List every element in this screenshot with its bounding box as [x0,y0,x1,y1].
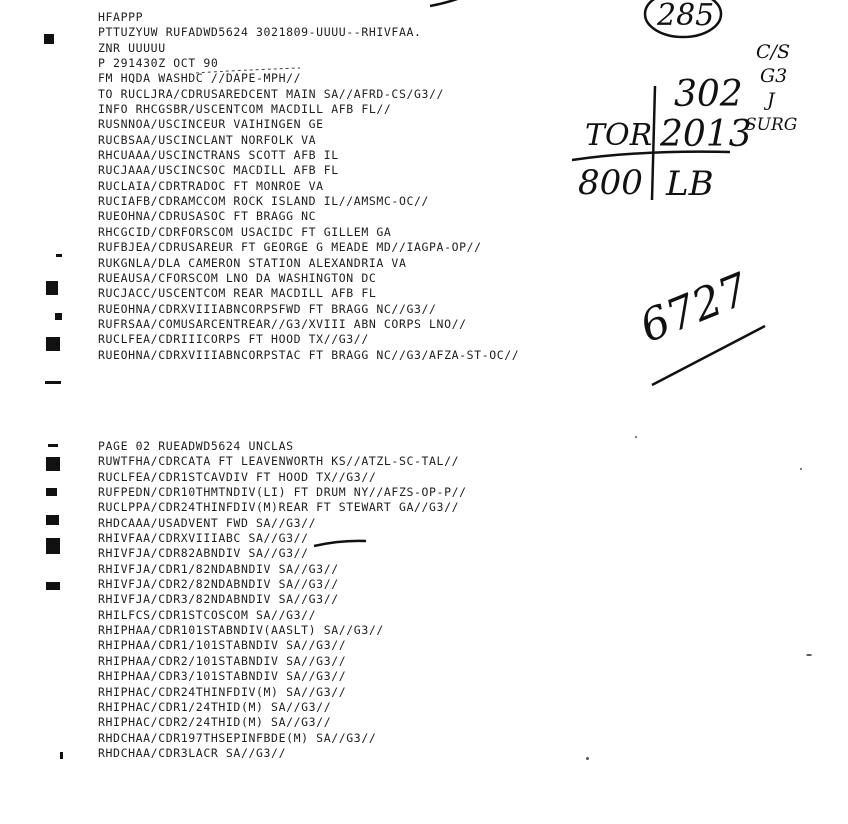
message-line: RHIVFJA/CDR3/82NDABNDIV SA//G3// [98,592,339,607]
message-line: RUEOHNA/CDRUSASOC FT BRAGG NC [98,209,317,224]
message-line: RHDCHAA/CDR3LACR SA//G3// [98,745,287,760]
message-line: RHIVFJA/CDR1/82NDABNDIV SA//G3// [98,561,339,576]
scan-speck [635,436,637,438]
message-line: P 291430Z OCT 90 [98,56,219,71]
margin-scan-mark [46,488,57,496]
top-stroke [430,0,470,6]
margin-scan-mark [60,752,63,759]
message-line: RHILFCS/CDR1STCOSCOM SA//G3// [98,607,317,622]
message-line: HFAPPP [98,10,144,24]
margin-scan-mark [45,381,61,384]
handwritten-distribution-1: C/S [756,41,790,63]
message-line: RUCLPPA/CDR24THINFDIV(M)REAR FT STEWART GA//G3// [98,500,460,515]
message-line: TO RUCLJRA/CDRUSAREDCENT MAIN SA//AFRD-CS/G3// [98,86,445,101]
margin-scan-mark [46,538,60,554]
message-line: ZNR UUUUU [98,40,166,55]
handwritten-route-top: 302 [674,74,743,115]
message-line: RHIPHAC/CDR24THINFDIV(M) SA//G3// [98,684,347,699]
message-line: RHDCHAA/CDR197THSEPINFBDE(M) SA//G3// [98,730,377,745]
margin-scan-mark [48,444,58,447]
message-line: RHIVFJA/CDR2/82NDABNDIV SA//G3// [98,577,339,592]
handwritten-office-top: TOR [585,118,653,153]
margin-scan-mark [44,34,54,44]
handwritten-large-number: 6727 [632,263,756,353]
message-line: RHIPHAA/CDR101STABNDIV(AASLT) SA//G3// [98,623,384,638]
message-line: RUSNNOA/USCINCEUR VAIHINGEN GE [98,117,324,132]
margin-scan-mark [46,337,60,351]
message-line: RUCLFEA/CDR1STCAVDIV FT HOOD TX//G3// [98,469,377,484]
message-line: RHIPHAA/CDR2/101STABNDIV SA//G3// [98,653,347,668]
message-line: RHIPHAC/CDR1/24THID(M) SA//G3// [98,699,332,714]
handwritten-route-bottom: 2013 [660,114,752,155]
message-line: RUKGNLA/DLA CAMERON STATION ALEXANDRIA VA [98,255,407,270]
margin-scan-mark [56,254,62,257]
margin-scan-mark [46,281,58,295]
message-line: RUEOHNA/CDRXVIIIABNCORPSFWD FT BRAGG NC//G3// [98,301,437,316]
route-vertical-line [652,86,655,200]
message-line: RUEAUSA/CFORSCOM LNO DA WASHINGTON DC [98,270,377,285]
handwritten-circled-number: 285 [657,0,715,33]
margin-scan-mark [46,582,60,590]
message-line: INFO RHCGSBR/USCENTCOM MACDILL AFB FL// [98,102,392,117]
handwritten-office-bottom: 800 [578,163,643,203]
message-line: RUCBSAA/USCINCLANT NORFOLK VA [98,132,317,147]
message-line: RHIPHAA/CDR3/101STABNDIV SA//G3// [98,669,347,684]
message-line: PTTUZYUW RUFADWD5624 3021809-UUUU--RHIVFAA. [98,25,422,40]
message-line: RUFPEDN/CDR10THMTNDIV(LI) FT DRUM NY//AFZS-OP-P// [98,485,467,500]
message-line: RHDCAAA/USADVENT FWD SA//G3// [98,515,317,530]
message-line: RHIVFJA/CDR82ABNDIV SA//G3// [98,546,309,561]
scan-speck [586,757,589,760]
message-line: RHIPHAA/CDR1/101STABNDIV SA//G3// [98,638,347,653]
handwritten-distribution-3: J [767,89,775,111]
message-line: RUCLAIA/CDRTRADOC FT MONROE VA [98,178,324,193]
message-line: RUCJAAA/USCINCSOC MACDILL AFB FL [98,163,339,178]
message-line: RUEOHNA/CDRXVIIIABNCORPSTAC FT BRAGG NC//G3/AFZA-ST-OC// [98,347,520,362]
message-line: FM HQDA WASHDC //DAPE-MPH// [98,71,302,86]
message-line: RUCLFEA/CDRIIICORPS FT HOOD TX//G3// [98,332,369,347]
message-line: RUFBJEA/CDRUSAREUR FT GEORGE G MEADE MD//IAGPA-OP// [98,240,482,255]
handwritten-distribution-2: G3 [760,65,788,87]
message-line: RUFRSAA/COMUSARCENTREAR//G3/XVIII ABN CORPS LNO// [98,316,467,331]
scan-speck [806,654,812,656]
message-line: RUCJACC/USCENTCOM REAR MACDILL AFB FL [98,286,377,301]
margin-scan-mark [55,313,62,320]
margin-scan-mark [46,457,60,471]
message-line: RHCGCID/CDRFORSCOM USACIDC FT GILLEM GA [98,224,392,239]
message-line: RUWTFHA/CDRCATA FT LEAVENWORTH KS//ATZL-SC-TAL// [98,454,460,469]
checkmark-stroke [314,541,366,546]
margin-scan-mark [46,515,59,525]
scan-speck [800,468,802,470]
underline-mark [196,68,300,73]
message-line: RUCIAFB/CDRAMCCOM ROCK ISLAND IL//AMSMC-OC// [98,194,430,209]
message-line: RHCUAAA/USCINCTRANS SCOTT AFB IL [98,148,339,163]
message-line: RHIPHAC/CDR2/24THID(M) SA//G3// [98,715,332,730]
message-line: RHIVFAA/CDRXVIIIABC SA//G3// [98,531,309,546]
handwritten-distribution-4: SURG [745,115,798,135]
message-line: PAGE 02 RUEADWD5624 UNCLAS [98,439,294,453]
handwritten-initials: LB [666,164,714,204]
